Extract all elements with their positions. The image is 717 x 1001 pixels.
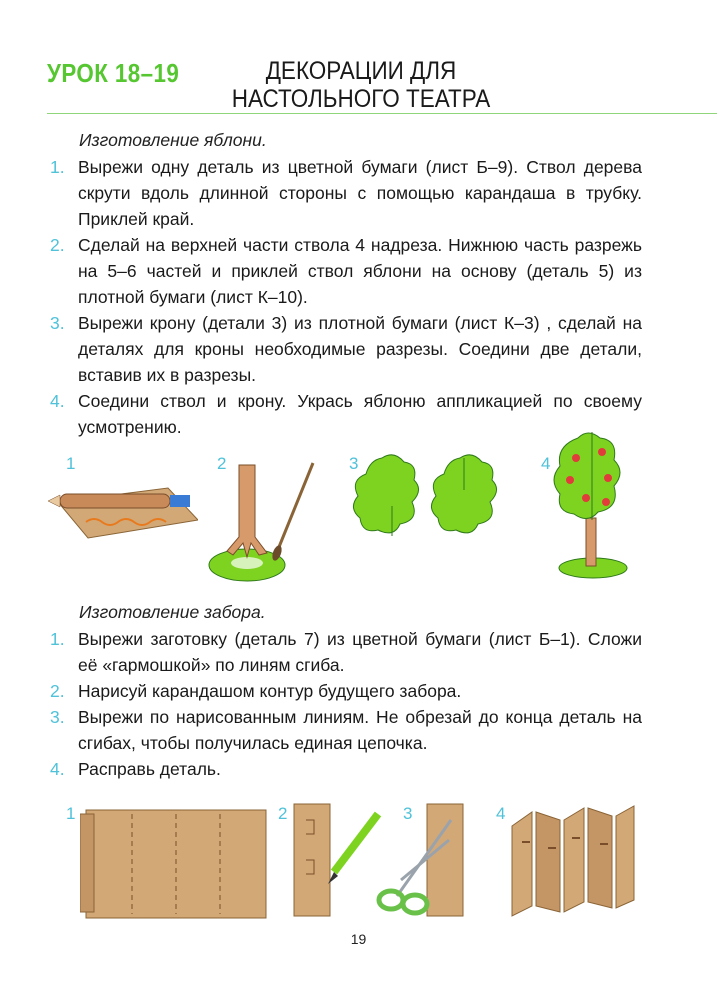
step-number: 2. (50, 235, 65, 255)
step-number: 2. (50, 681, 65, 701)
fence-step-4 (50, 756, 642, 782)
section-fence-subtitle: Изготовление забора. (79, 602, 266, 622)
section-apple-subtitle: Изготовление яблони. (79, 130, 267, 150)
apple-step-1 (50, 154, 642, 232)
apple-figure-number-4: 4 (541, 454, 551, 473)
finished-apple-tree-illustration (548, 428, 638, 583)
rolled-paper-pencil-illustration (48, 480, 198, 544)
title-line-1: ДЕКОРАЦИИ ДЛЯ (265, 57, 457, 85)
trunk-on-base-with-brush-illustration (205, 455, 320, 585)
step-text: Вырежи одну деталь из цветной бумаги (лист Б–9). Ствол дерева скрути вдоль длинной стороны с помощью карандаша в трубку. Приклей край. (78, 157, 642, 229)
fence-step-2 (50, 678, 642, 704)
step-text: Расправь деталь. (78, 759, 221, 779)
fence-figure-number-4: 4 (496, 804, 506, 823)
step-text: Соедини ствол и крону. Укрась яблоню аппликацией по своему усмотрению. (78, 391, 642, 437)
step-number: 1. (50, 157, 65, 177)
step-text: Сделай на верхней части ствола 4 надреза. Нижнюю часть разрежь на 5–6 частей и приклей ствол яблони на основу (деталь 5) из плотной бумаги (лист К–10). (78, 235, 642, 307)
folded-paper-blank-illustration (80, 804, 270, 920)
cutting-with-scissors-illustration (375, 800, 475, 920)
apple-figure-number-2: 2 (217, 454, 227, 473)
apple-step-3 (50, 310, 642, 388)
title-line-2: НАСТОЛЬНОГО ТЕАТРА (231, 85, 491, 113)
page-number: 19 (350, 931, 367, 947)
step-text: Вырежи заготовку (деталь 7) из цветной бумаги (лист Б–1). Сложи её «гармошкой» по линям сгиба. (78, 629, 642, 675)
apple-figure-number-1: 1 (66, 454, 76, 473)
crown-pieces-illustration (352, 450, 502, 550)
page-title (213, 57, 510, 113)
header-divider (47, 113, 717, 114)
step-text: Нарисуй карандашом контур будущего забора. (78, 681, 462, 701)
fence-figure-number-2: 2 (278, 804, 288, 823)
step-number: 3. (50, 313, 65, 333)
step-number: 4. (50, 391, 65, 411)
fence-figure-number-1: 1 (66, 804, 76, 823)
step-number: 1. (50, 629, 65, 649)
fence-figure-number-3: 3 (403, 804, 413, 823)
fence-step-1 (50, 626, 642, 678)
finished-fence-illustration (508, 802, 638, 922)
step-number: 3. (50, 707, 65, 727)
step-text: Вырежи по нарисованным линиям. Не обрезай до конца деталь на сгибах, чтобы получилась единая цепочка. (78, 707, 642, 753)
fence-step-3 (50, 704, 642, 756)
step-text: Вырежи крону (детали 3) из плотной бумаги (лист К–3) , сделай на деталях для кроны необходимые разрезы. Соедини две детали, вставив их в разрезы. (78, 313, 642, 385)
step-number: 4. (50, 759, 65, 779)
apple-step-2 (50, 232, 642, 310)
lesson-number: УРОК 18–19 (47, 58, 180, 88)
apple-figure-number-3: 3 (349, 454, 359, 473)
folded-paper-with-pencil-illustration (290, 800, 385, 920)
